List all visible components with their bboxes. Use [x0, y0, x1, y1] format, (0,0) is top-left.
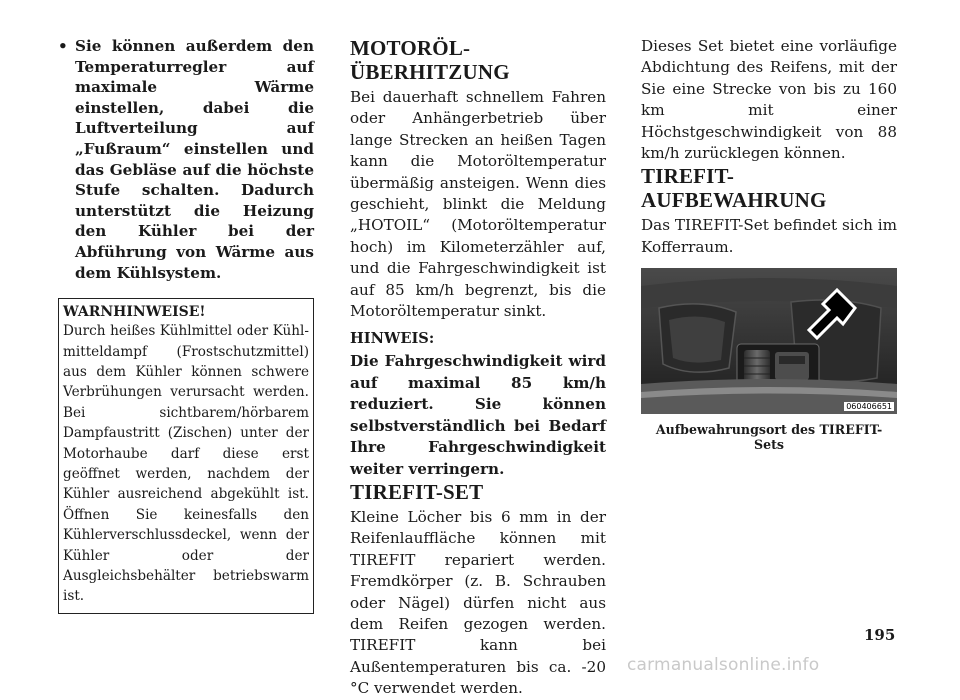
- warning-text: Durch heißes Kühlmittel oder Kühlmitteldampf (Frostschutzmittel) aus dem Kühler können schwere Verbrühungen verursacht werden. Bei sichtbarem/hörbarem Dampfaustritt (Zischen) unter der Motorhaube darf diese erst geöffnet werden, nachdem der Kühler ausreichend abgekühlt ist. Öffnen Sie keinesfalls den Kühlerverschlussdeckel, wenn der Kühler oder der Ausgleichsbehälter betriebswarm ist.: [63, 323, 309, 605]
- trunk-illustration: [641, 268, 897, 414]
- warning-box: [58, 298, 314, 614]
- motoroel-body: Bei dauerhaft schnellem Fahren oder Anhängerbetrieb über lange Strecken an heißen Tagen kann die Motoröltemperatur übermäßig ansteigen. Wenn dies geschieht, blinkt die Meldung „HOTOIL“ (Motoröltemperatur hoch) im Kilometerzähler auf, und die Fahrgeschwindigkeit ist auf 85 km/h begrenzt, bis die Motoröltemperatur sinkt.: [350, 88, 606, 321]
- heading-motoroel: MOTORÖL-ÜBERHITZUNG: [350, 36, 510, 84]
- heading-tirefit-set: TIREFIT-SET: [350, 479, 484, 504]
- trunk-photo: [641, 268, 897, 414]
- bullet-item: [58, 36, 314, 283]
- photo-caption: Aufbewahrungsort des TIREFIT-Sets: [655, 422, 883, 453]
- warning-title: WARNHINWEISE!: [63, 304, 206, 321]
- tirefit-body: Kleine Löcher bis 6 mm in der Reifenlauffläche können mit TIREFIT repariert werden. Fremdkörper (z. B. Schrauben oder Nägel) dürfen nicht aus dem Reifen gezogen werden. TIREFIT kann bei Außentemperaturen bis ca. -20 °C verwendet werden.: [350, 507, 606, 698]
- aufbewahrung-body: Das TIREFIT-Set befindet sich im Kofferraum.: [641, 216, 897, 256]
- bullet-symbol: •: [58, 37, 68, 55]
- heading-tirefit-aufbewahrung: TIREFIT-AUFBEWAHRUNG: [641, 164, 827, 213]
- column-left: [58, 36, 314, 614]
- column-right: [641, 36, 897, 452]
- watermark: carmanualsonline.info: [627, 655, 820, 675]
- page-number: 195: [864, 626, 896, 644]
- column-middle: [350, 36, 606, 700]
- photo-id: 060406651: [846, 402, 892, 412]
- continued-text: Dieses Set bietet eine vorläufige Abdichtung des Reifens, mit der Sie eine Strecke von bis zu 160 km mit einer Höchstgeschwindigkeit von 88 km/h zurücklegen können.: [641, 37, 897, 163]
- note-text: Die Fahrgeschwindigkeit wird auf maximal 85 km/h reduziert. Sie können selbstverständlich bei Bedarf Ihre Fahrgeschwindigkeit weiter verringern.: [350, 352, 606, 478]
- note-title: HINWEIS:: [350, 330, 435, 348]
- bullet-text: Sie können außerdem den Temperaturregler auf maximale Wärme einstellen, dabei die Luftverteilung auf „Fußraum“ einstellen und das Gebläse auf die höchste Stufe schalten. Dadurch unterstützt die Heizung den Kühler bei der Abführung von Wärme aus dem Kühlsystem.: [75, 37, 314, 282]
